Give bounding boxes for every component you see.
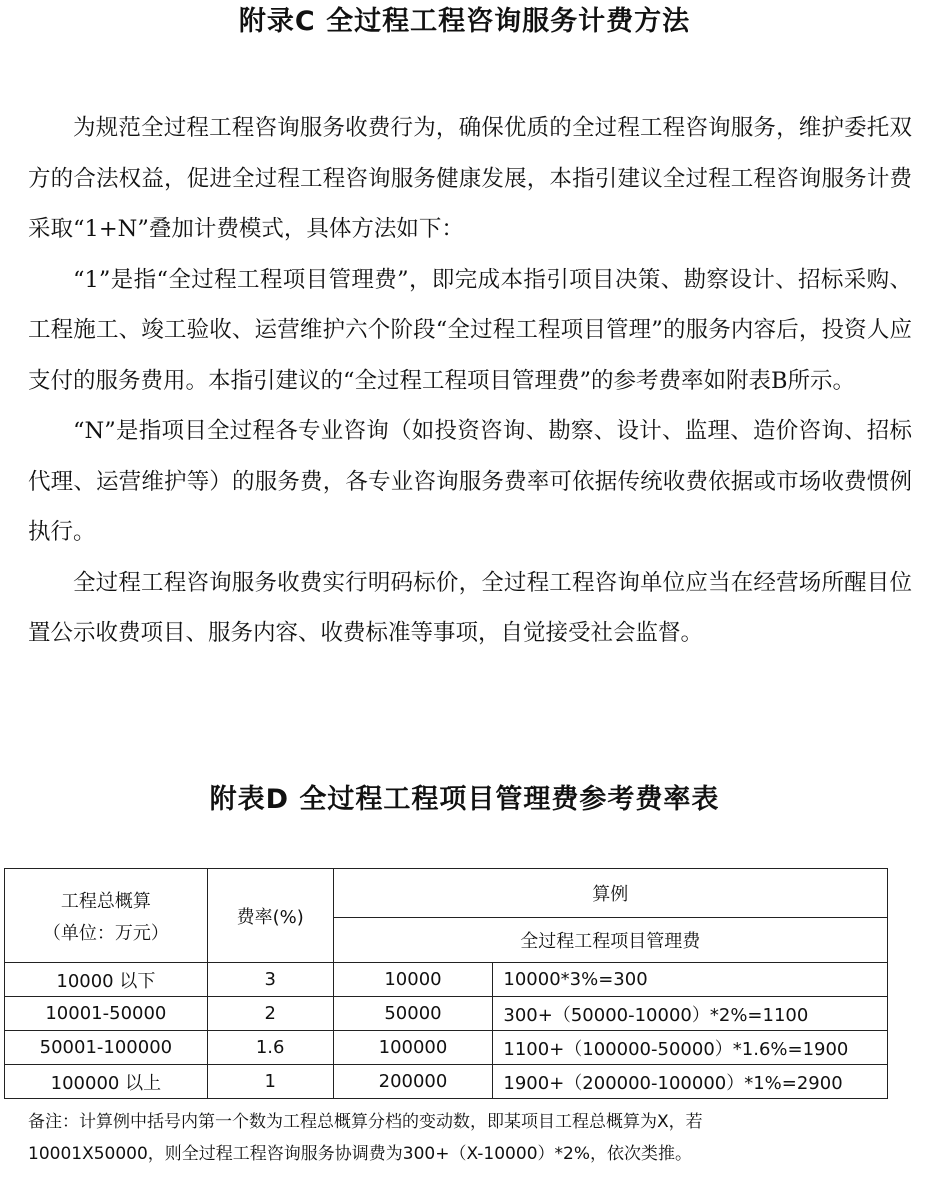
table-header-row [5, 869, 888, 918]
header-management-fee: 全过程工程项目管理费 [333, 918, 887, 963]
table-row [5, 1031, 888, 1065]
table-d-title: 附表D 全过程工程项目管理费参考费率表 [209, 784, 720, 815]
paragraph-intro: 为规范全过程工程咨询服务收费行为，确保优质的全过程工程咨询服务，维护委托双方的合法权益，促进全过程工程咨询服务健康发展，本指引建议全过程工程咨询服务计费采取“1+N”叠加计费模式，具体方法如下： [28, 115, 912, 242]
cell-range: 50001-100000 [5, 1031, 208, 1065]
cell-formula: 300+（50000-10000）*2%=1100 [493, 997, 888, 1031]
fee-rate-table [4, 868, 888, 1099]
header-rate: 费率(%) [207, 869, 333, 963]
cell-amount: 100000 [333, 1031, 493, 1065]
cell-range: 10001-50000 [5, 997, 208, 1031]
cell-range: 10000 以下 [5, 963, 208, 997]
header-total-budget-label: 工程总概算 [60, 890, 151, 912]
table-row [5, 963, 888, 997]
appendix-c-title: 附录C 全过程工程咨询服务计费方法 [238, 6, 691, 37]
table-row [5, 997, 888, 1031]
header-unit-label: （单位：万元） [42, 922, 169, 944]
cell-rate: 2 [207, 997, 333, 1031]
cell-rate: 1.6 [207, 1031, 333, 1065]
cell-amount: 200000 [333, 1065, 493, 1099]
cell-rate: 1 [207, 1065, 333, 1099]
paragraph-1-definition: “1”是指“全过程工程项目管理费”，即完成本指引项目决策、勘察设计、招标采购、工程施工、竣工验收、运营维护六个阶段“全过程工程项目管理”的服务内容后，投资人应支付的服务费用。本指引建议的“全过程工程项目管理费”的参考费率如附表B所示。 [28, 266, 912, 394]
cell-formula: 1100+（100000-50000）*1.6%=1900 [493, 1031, 888, 1065]
note-line-2: 10001X50000，则全过程工程咨询服务协调费为300+（X-10000）*2%，依次类推。 [28, 1144, 692, 1164]
cell-rate: 3 [207, 963, 333, 997]
note-line-1: 备注：计算例中括号内第一个数为工程总概算分档的变动数，即某项目工程总概算为X，若 [28, 1112, 703, 1132]
paragraph-price-disclosure: 全过程工程咨询服务收费实行明码标价，全过程工程咨询单位应当在经营场所醒目位置公示收费项目、服务内容、收费标准等事项，自觉接受社会监督。 [28, 569, 912, 646]
paragraph-n-definition: “N”是指项目全过程各专业咨询（如投资咨询、勘察、设计、监理、造价咨询、招标代理、运营维护等）的服务费，各专业咨询服务费率可依据传统收费依据或市场收费惯例执行。 [28, 418, 912, 545]
table-note [28, 1106, 912, 1170]
cell-amount: 10000 [333, 963, 493, 997]
cell-amount: 50000 [333, 997, 493, 1031]
table-row [5, 1065, 888, 1099]
cell-range: 100000 以上 [5, 1065, 208, 1099]
appendix-c-body [28, 103, 912, 659]
header-total-budget [5, 869, 208, 963]
header-example: 算例 [333, 869, 887, 918]
cell-formula: 1900+（200000-100000）*1%=2900 [493, 1065, 888, 1099]
cell-formula: 10000*3%=300 [493, 963, 888, 997]
